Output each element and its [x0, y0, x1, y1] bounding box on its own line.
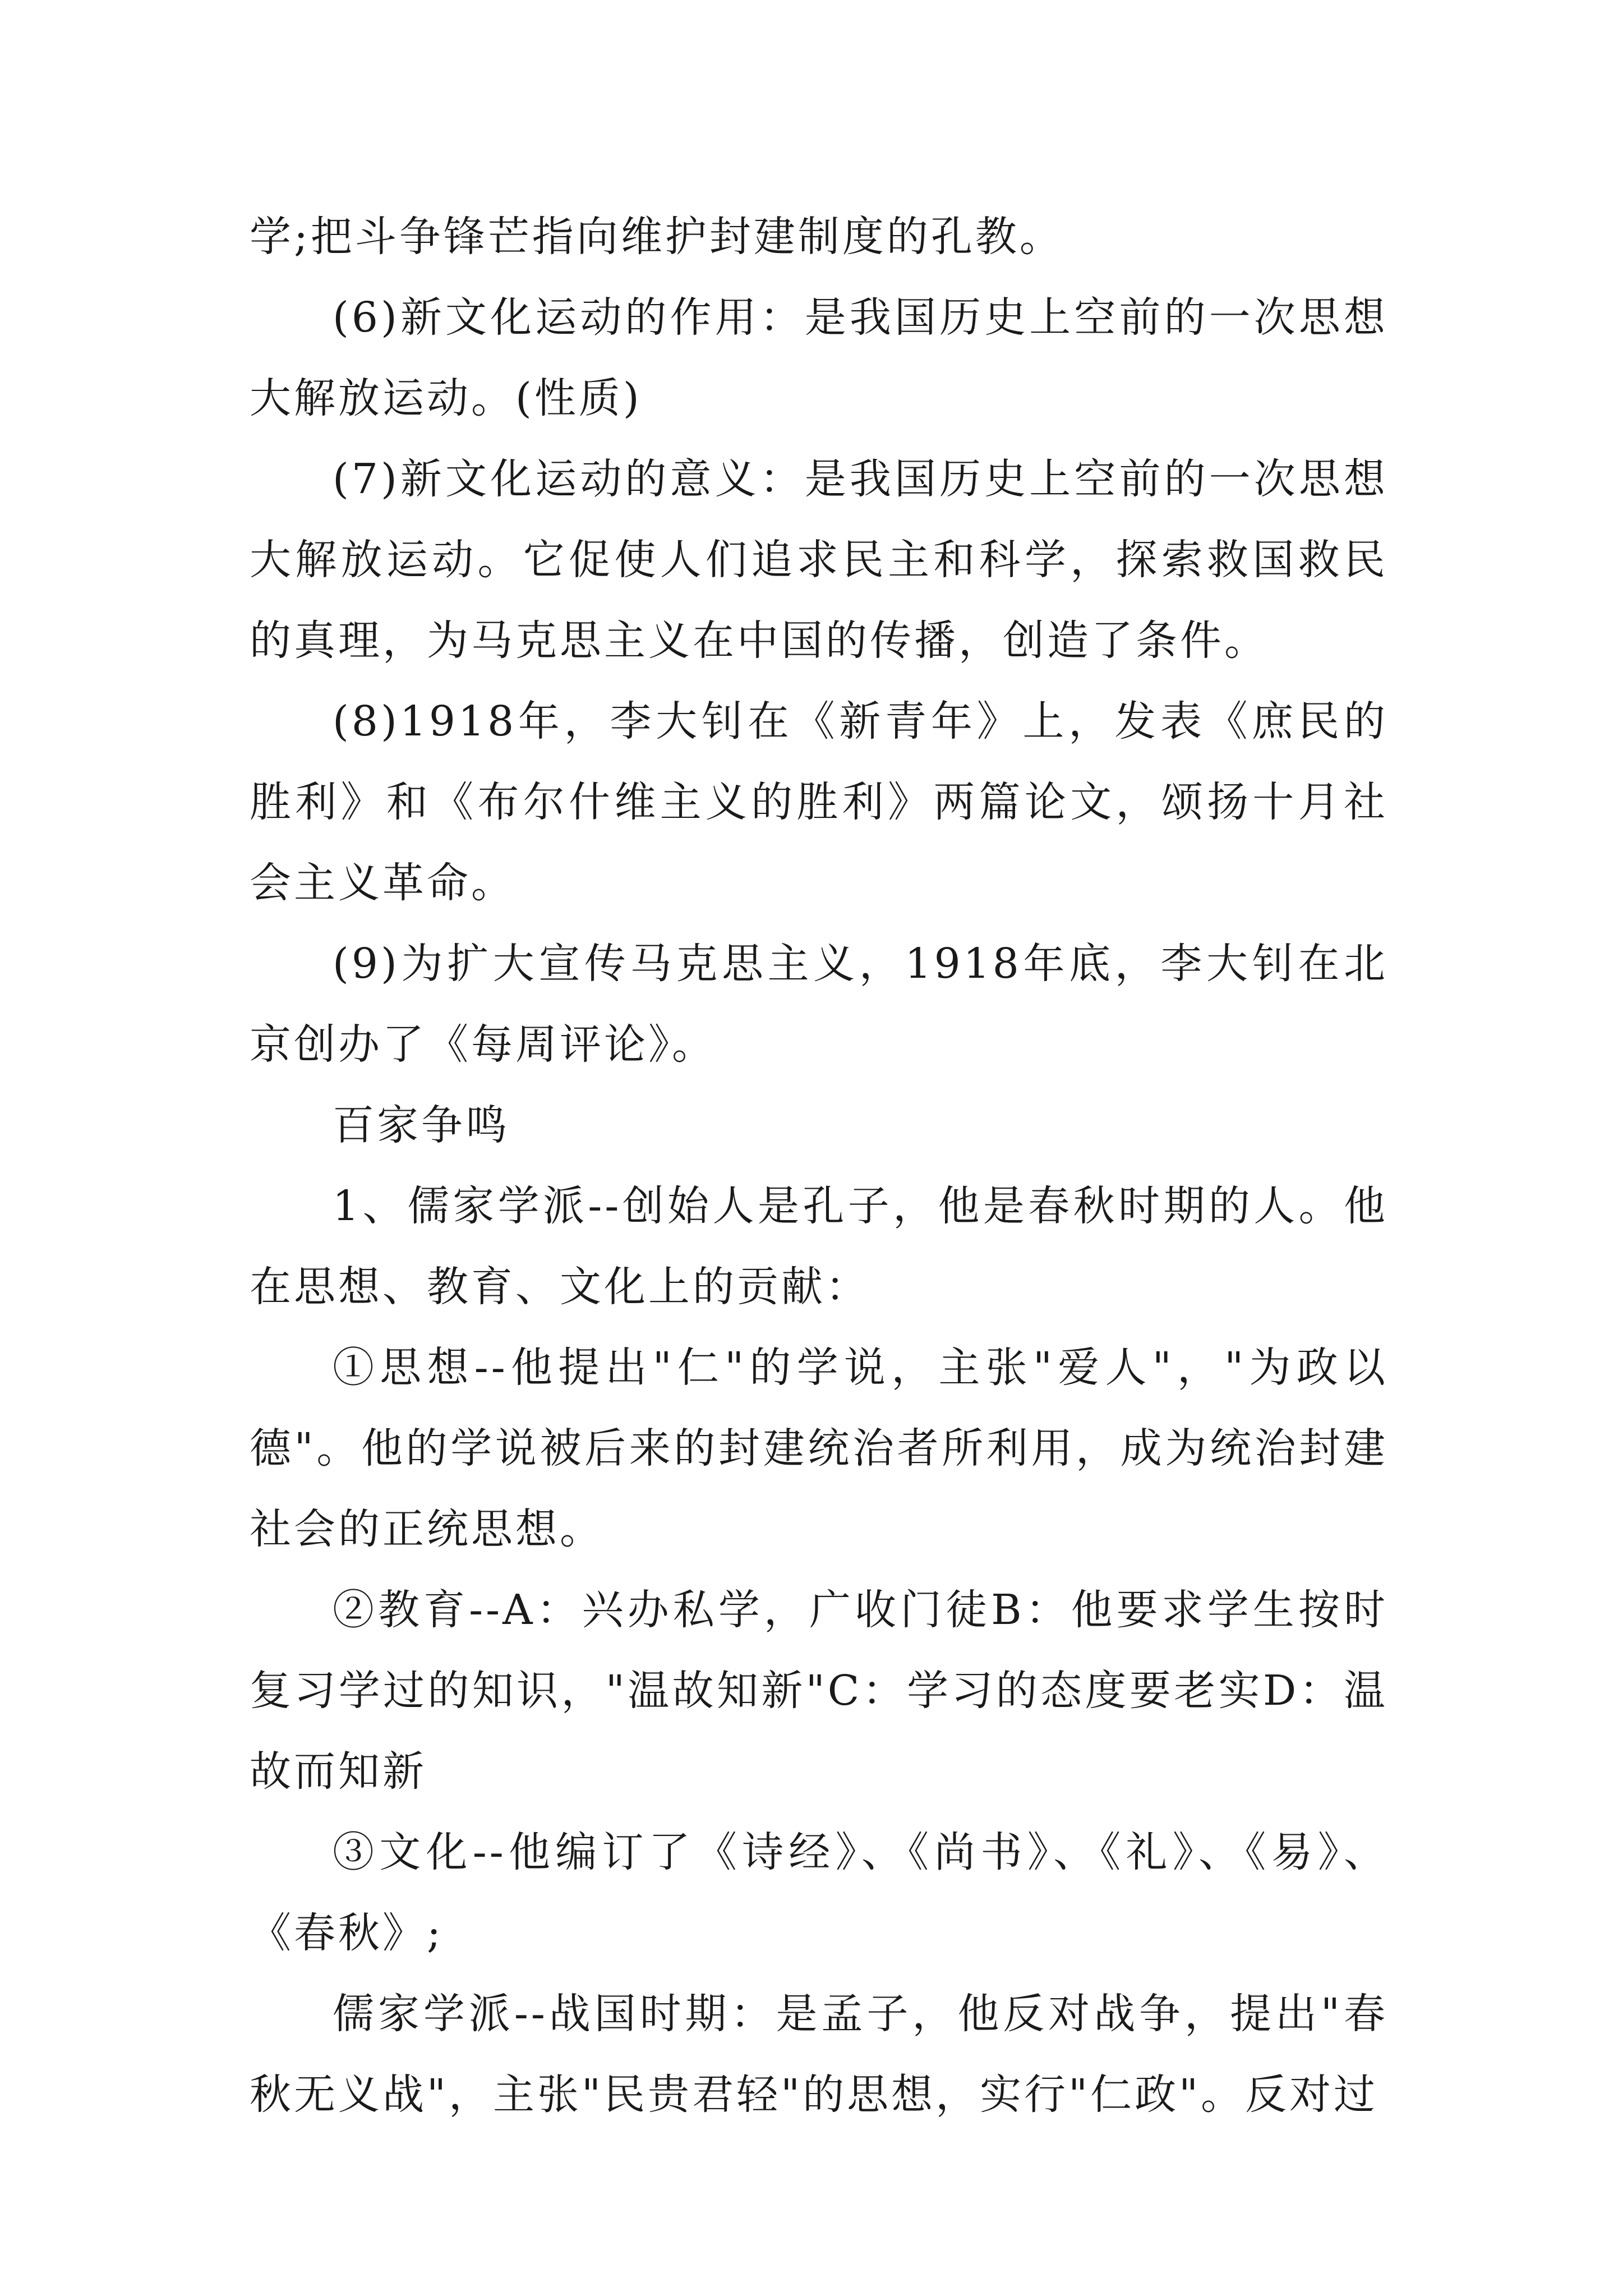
- paragraph-8: ①思想--他提出"仁"的学说，主张"爱人"，"为政以德"。他的学说被后来的封建统治者所利用，成为统治封建社会的正统思想。: [250, 1343, 1388, 1553]
- paragraph-5: (9)为扩大宣传马克思主义，1918年底，李大钊在北京创办了《每周评论》。: [250, 940, 1388, 1069]
- document-body: [250, 196, 1388, 2135]
- paragraph-3: (7)新文化运动的意义：是我国历史上空前的一次思想大解放运动。它促使人们追求民主和科学，探索救国救民的真理，为马克思主义在中国的传播，创造了条件。: [250, 455, 1388, 665]
- paragraph-4: (8)1918年，李大钊在《新青年》上，发表《庶民的胜利》和《布尔什维主义的胜利》两篇论文，颂扬十月社会主义革命。: [250, 697, 1388, 907]
- paragraph-10: ③文化--他编订了《诗经》、《尚书》、《礼》、《易》、《春秋》;: [250, 1828, 1388, 1957]
- paragraph-2: (6)新文化运动的作用：是我国历史上空前的一次思想大解放运动。(性质): [250, 293, 1388, 422]
- paragraph-11: 儒家学派--战国时期：是孟子，他反对战争，提出"春秋无义战"，主张"民贵君轻"的思想，实行"仁政"。反对过: [250, 1990, 1388, 2119]
- section-heading: 百家争鸣: [333, 1101, 510, 1149]
- paragraph-1: 学;把斗争锋芒指向维护封建制度的孔教。: [250, 213, 1064, 261]
- paragraph-7: 1、儒家学派--创始人是孔子，他是春秋时期的人。他在思想、教育、文化上的贡献：: [250, 1182, 1388, 1311]
- paragraph-9: ②教育--A：兴办私学，广收门徒B：他要求学生按时复习学过的知识，"温故知新"C：学习的态度要老实D：温故而知新: [250, 1586, 1388, 1796]
